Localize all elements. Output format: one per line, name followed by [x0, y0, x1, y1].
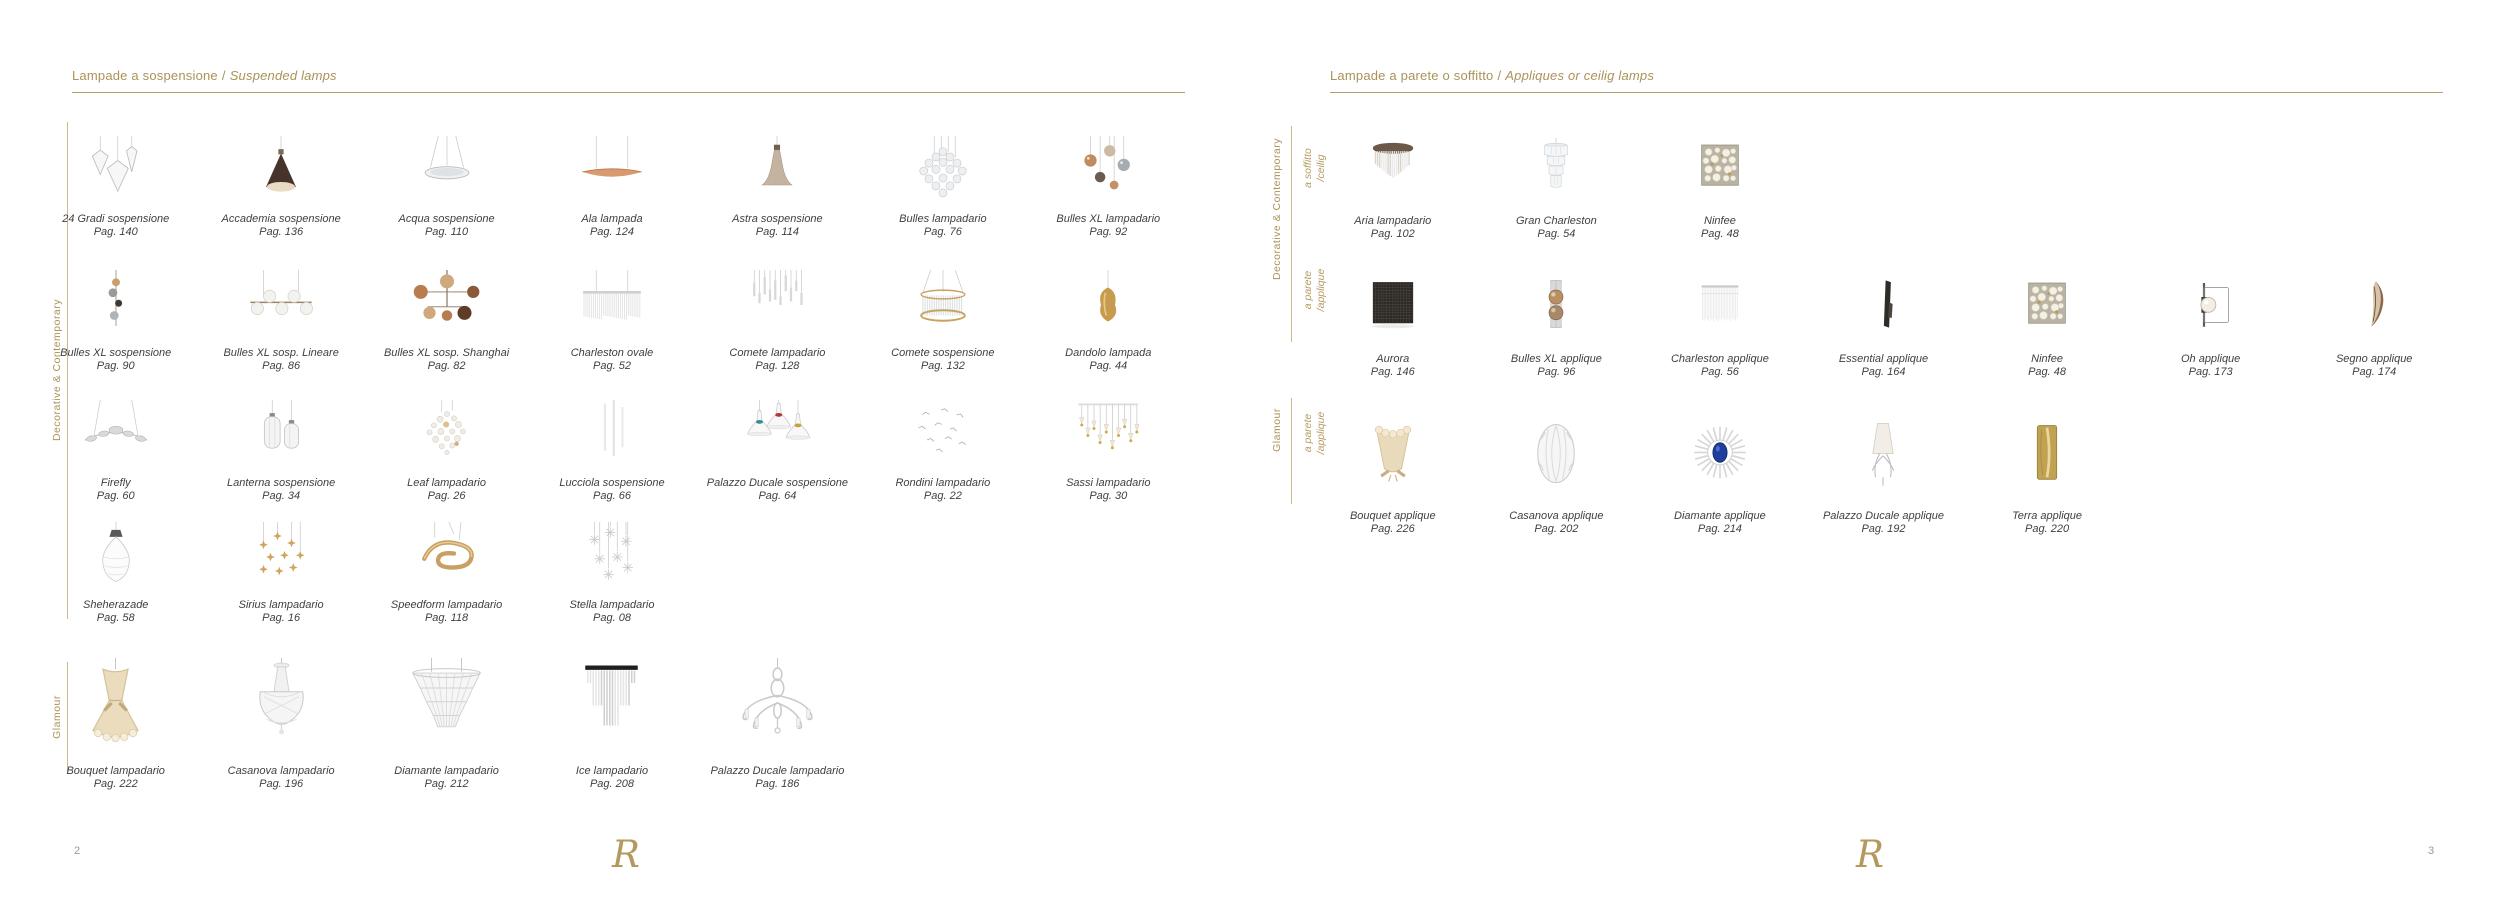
- product-page-ref: Pag. 114: [755, 225, 800, 238]
- hourglass-shade-icon: [53, 652, 178, 758]
- tiered-column-icon: [1512, 134, 1600, 208]
- product-page-ref: Pag. 146: [1370, 365, 1415, 378]
- product-name: Sheherazade: [82, 599, 149, 611]
- product-name: Aurora: [1376, 353, 1410, 365]
- product-cell: [1311, 272, 1475, 378]
- product-name: Gran Charleston: [1515, 215, 1597, 227]
- product-cell: [860, 266, 1025, 372]
- product-name: Acqua sospensione: [398, 213, 495, 225]
- product-name: Accademia sospensione: [221, 213, 341, 225]
- product-cell: [1638, 413, 1802, 535]
- product-page-ref: Pag. 08: [593, 611, 631, 624]
- product-page-ref: Pag. 118: [424, 611, 469, 624]
- arc-pods-icon: [72, 396, 160, 470]
- product-page-ref: Pag. 54: [1537, 227, 1576, 240]
- product-name: Sassi lampadario: [1066, 477, 1151, 489]
- product-page-ref: Pag. 212: [424, 777, 469, 790]
- right-glamour-section-line: [1291, 398, 1292, 504]
- product-cell: [33, 652, 198, 790]
- product-cell: [1475, 272, 1639, 378]
- product-page-ref: Pag. 76: [923, 225, 962, 238]
- product-page-ref: Pag. 96: [1537, 365, 1576, 378]
- product-name: Essential applique: [1838, 353, 1929, 365]
- product-cell: [695, 396, 860, 502]
- teardrop-lantern-icon: [72, 518, 160, 592]
- product-cell: [1802, 413, 1966, 535]
- product-page-ref: Pag. 132: [920, 359, 965, 372]
- product-page-ref: Pag. 192: [1861, 522, 1906, 535]
- product-page-ref: Pag. 56: [1700, 365, 1739, 378]
- curved-sail-icon: [2330, 272, 2418, 346]
- product-cell: [33, 396, 198, 502]
- flared-trumpets-icon: [733, 396, 821, 470]
- right-decorative-section-line: [1291, 126, 1292, 342]
- crystal-shell-icon: [1502, 413, 1610, 503]
- product-cell: [1026, 266, 1191, 372]
- product-page-ref: Pag. 208: [589, 777, 635, 790]
- product-row: [1311, 134, 2456, 240]
- product-cell: [1638, 134, 1802, 240]
- product-cell: [2129, 272, 2293, 378]
- sphere-drops-icon: [1064, 132, 1152, 206]
- product-name: Bulles XL sosp. Lineare: [223, 347, 339, 359]
- product-cell: [198, 652, 363, 790]
- product-page-ref: Pag. 196: [259, 777, 304, 790]
- disc-ring-icon: [403, 132, 491, 206]
- product-cell: [364, 652, 529, 790]
- product-name: Bulles XL lampadario: [1056, 213, 1161, 225]
- product-page-ref: Pag. 86: [262, 359, 301, 372]
- product-page-ref: Pag. 34: [262, 489, 301, 502]
- fan-sconce-icon: [1339, 413, 1447, 503]
- product-cell: [1475, 413, 1639, 535]
- product-cell: [1475, 134, 1639, 240]
- product-cell: [2292, 272, 2456, 378]
- product-cell: [364, 396, 529, 502]
- product-cell: [1311, 413, 1475, 535]
- product-name: Dandolo lampada: [1065, 347, 1152, 359]
- product-name: Palazzo Ducale lampadario: [710, 765, 845, 777]
- glass-drum-icon: [899, 266, 987, 340]
- product-name: Palazzo Ducale applique: [1822, 510, 1945, 522]
- product-cell: [33, 518, 198, 624]
- product-cell: [695, 266, 860, 372]
- product-page-ref: Pag. 58: [96, 611, 135, 624]
- blossom-panel-icon: [2003, 272, 2091, 346]
- product-page-ref: Pag. 30: [1089, 489, 1128, 502]
- product-name: Segno applique: [2335, 353, 2413, 365]
- product-cell: [198, 396, 363, 502]
- product-page-ref: Pag. 82: [427, 359, 466, 372]
- product-name: Speedform lampadario: [390, 599, 503, 611]
- product-cell: [364, 132, 529, 238]
- glass-pendants-icon: [72, 132, 160, 206]
- product-page-ref: Pag. 102: [1370, 227, 1415, 240]
- product-name: Ice lampadario: [575, 765, 649, 777]
- product-cell: [529, 518, 694, 624]
- subcategory-line1: a soffitto: [1302, 148, 1314, 188]
- product-page-ref: Pag. 220: [2025, 522, 2070, 535]
- product-name: Terra applique: [2012, 510, 2083, 522]
- radial-globes-icon: [403, 266, 491, 340]
- product-name: Casanova applique: [1509, 510, 1604, 522]
- product-name: Stella lampadario: [569, 599, 655, 611]
- product-cell: [695, 652, 860, 790]
- product-name: Diamante lampadario: [394, 765, 499, 777]
- copper-dish-icon: [568, 132, 656, 206]
- radial-disc-icon: [1666, 413, 1774, 503]
- product-name: 24 Gradi sospensione: [62, 213, 170, 225]
- product-page-ref: Pag. 173: [2188, 365, 2233, 378]
- product-name: Aria lampadario: [1354, 215, 1432, 227]
- ceiling-fringe-icon: [1349, 134, 1437, 208]
- product-cell: [529, 652, 694, 790]
- product-page-ref: Pag. 44: [1089, 359, 1128, 372]
- product-page-ref: Pag. 26: [427, 489, 466, 502]
- product-cell: [1965, 413, 2129, 535]
- faint-strands-icon: [568, 396, 656, 470]
- product-name: Bouquet lampadario: [66, 765, 165, 777]
- cone-sconce-icon: [1829, 413, 1937, 503]
- product-name: Leaf lampadario: [407, 477, 486, 489]
- product-name: Rondini lampadario: [895, 477, 991, 489]
- product-cell: [695, 132, 860, 238]
- product-name: Bulles XL sospensione: [60, 347, 172, 359]
- product-name: Comete sospensione: [891, 347, 995, 359]
- left-header-english: Suspended lamps: [229, 68, 337, 83]
- product-cell: [1638, 272, 1802, 378]
- product-name: Lanterna sospensione: [227, 477, 336, 489]
- product-cell: [1026, 396, 1191, 502]
- product-page-ref: Pag. 22: [923, 489, 962, 502]
- product-name: Palazzo Ducale sospensione: [706, 477, 849, 489]
- product-page-ref: Pag. 64: [758, 489, 797, 502]
- product-cell: [33, 132, 198, 238]
- lanterns-icon: [237, 396, 325, 470]
- product-page-ref: Pag. 110: [424, 225, 469, 238]
- swirl-ribbon-icon: [403, 518, 491, 592]
- product-name: Sirius lampadario: [238, 599, 324, 611]
- subcategory-line2: /applique: [1315, 268, 1327, 312]
- product-name: Comete lampadario: [729, 347, 826, 359]
- trumpet-pendant-icon: [733, 132, 821, 206]
- product-page-ref: Pag. 174: [2352, 365, 2397, 378]
- star-drops-icon: [237, 518, 325, 592]
- product-cell: [860, 396, 1025, 502]
- product-row: [1311, 413, 2456, 535]
- product-cell: [364, 518, 529, 624]
- left-header-italian: Lampade a sospensione: [72, 68, 218, 83]
- product-row: [33, 652, 1191, 790]
- product-cell: [1311, 134, 1475, 240]
- crystal-empire-icon: [219, 652, 344, 758]
- product-name: Firefly: [100, 477, 131, 489]
- product-page-ref: Pag. 164: [1861, 365, 1906, 378]
- right-page-header: [1330, 68, 1654, 83]
- product-row: [33, 518, 1191, 624]
- left-section-label-glamour: Glamour: [51, 695, 63, 739]
- gold-drop-icon: [1064, 266, 1152, 340]
- product-page-ref: Pag. 66: [593, 489, 631, 502]
- product-page-ref: Pag. 222: [93, 777, 138, 790]
- woven-panel-icon: [1349, 272, 1437, 346]
- product-page-ref: Pag. 140: [93, 225, 138, 238]
- gold-panel-icon: [1993, 413, 2101, 503]
- product-name: Casanova lampadario: [227, 765, 335, 777]
- product-name: Bulles lampadario: [899, 213, 987, 225]
- linear-globes-icon: [237, 266, 325, 340]
- product-page-ref: Pag. 48: [2028, 365, 2067, 378]
- blade-sconce-icon: [1839, 272, 1927, 346]
- product-name: Charleston applique: [1670, 353, 1769, 365]
- brand-logo-icon-right: R: [1856, 833, 1884, 876]
- murano-chandelier-icon: [715, 652, 840, 758]
- product-page-ref: Pag. 60: [96, 489, 135, 502]
- product-page-ref: Pag. 226: [1370, 522, 1415, 535]
- fringe-panel-icon: [1676, 272, 1764, 346]
- product-page-ref: Pag. 92: [1089, 225, 1128, 238]
- product-row: [33, 396, 1191, 502]
- brand-logo-icon-left: R: [612, 833, 640, 876]
- product-name: Lucciola sospensione: [559, 477, 665, 489]
- left-section-label-decorative: Decorative & Contemporary: [51, 298, 63, 442]
- product-page-ref: Pag. 128: [755, 359, 800, 372]
- product-name: Ninfee: [1704, 215, 1736, 227]
- product-cell: [529, 396, 694, 502]
- right-section-label-glamour: Glamour: [1271, 408, 1283, 452]
- left-page-header: [72, 68, 337, 83]
- product-cell: [198, 266, 363, 372]
- product-name: Astra sospensione: [732, 213, 823, 225]
- product-page-ref: Pag. 136: [259, 225, 304, 238]
- icicle-cascade-icon: [549, 652, 674, 758]
- product-page-ref: Pag. 202: [1534, 522, 1579, 535]
- product-page-ref: Pag. 186: [755, 777, 800, 790]
- product-cell: [198, 132, 363, 238]
- wall-spheres-icon: [1512, 272, 1600, 346]
- hanging-stars-icon: [568, 518, 656, 592]
- blossom-panel-icon: [1676, 134, 1764, 208]
- product-cell: [1965, 272, 2129, 378]
- header-separator: /: [221, 68, 226, 83]
- product-page-ref: Pag. 90: [96, 359, 135, 372]
- product-name: Bulles XL applique: [1510, 353, 1602, 365]
- product-name: Diamante applique: [1674, 510, 1766, 522]
- product-cell: [860, 132, 1025, 238]
- product-cell: [529, 266, 694, 372]
- product-cell: [33, 266, 198, 372]
- right-section-label-decorative: Decorative & Contemporary: [1271, 137, 1283, 281]
- product-name: Charleston ovale: [570, 347, 654, 359]
- product-page-ref: Pag. 48: [1700, 227, 1739, 240]
- product-cell: [198, 518, 363, 624]
- hanging-rods-icon: [733, 266, 821, 340]
- cone-pendant-icon: [237, 132, 325, 206]
- right-header-rule: [1330, 92, 2443, 93]
- petal-cluster-icon: [403, 396, 491, 470]
- right-header-italian: Lampade a parete o soffitto: [1330, 68, 1494, 83]
- product-page-ref: Pag. 52: [593, 359, 631, 372]
- product-name: Bulles XL sosp. Shanghai: [383, 347, 510, 359]
- product-cell: [1802, 272, 1966, 378]
- subcategory-line1: a parete: [1302, 413, 1314, 453]
- header-separator: /: [1497, 68, 1502, 83]
- product-page-ref: Pag. 16: [262, 611, 301, 624]
- cone-drops-icon: [1064, 396, 1152, 470]
- left-page-number: 2: [74, 845, 81, 857]
- product-row: [1311, 272, 2456, 378]
- fringe-bar-icon: [568, 266, 656, 340]
- product-cell: [529, 132, 694, 238]
- subcategory-line1: a parete: [1302, 270, 1314, 310]
- product-name: Ninfee: [2031, 353, 2063, 365]
- product-name: Bouquet applique: [1349, 510, 1436, 522]
- product-page-ref: Pag. 214: [1697, 522, 1742, 535]
- product-page-ref: Pag. 124: [589, 225, 635, 238]
- product-name: Ala lampada: [581, 213, 643, 225]
- product-row: [33, 132, 1191, 238]
- vertical-spheres-icon: [72, 266, 160, 340]
- product-cell: [364, 266, 529, 372]
- right-page-number: 3: [2428, 845, 2435, 857]
- subcategory-line2: /applique: [1315, 411, 1327, 455]
- ring-sphere-icon: [2167, 272, 2255, 346]
- product-cell: [1026, 132, 1191, 238]
- left-header-rule: [72, 92, 1185, 93]
- subcategory-line2: /ceilig: [1315, 154, 1327, 182]
- scatter-birds-icon: [899, 396, 987, 470]
- crystal-tiers-icon: [384, 652, 509, 758]
- bubble-cluster-icon: [899, 132, 987, 206]
- product-row: [33, 266, 1191, 372]
- product-name: Oh applique: [2180, 353, 2241, 365]
- right-header-english: Appliques or ceilig lamps: [1505, 68, 1655, 83]
